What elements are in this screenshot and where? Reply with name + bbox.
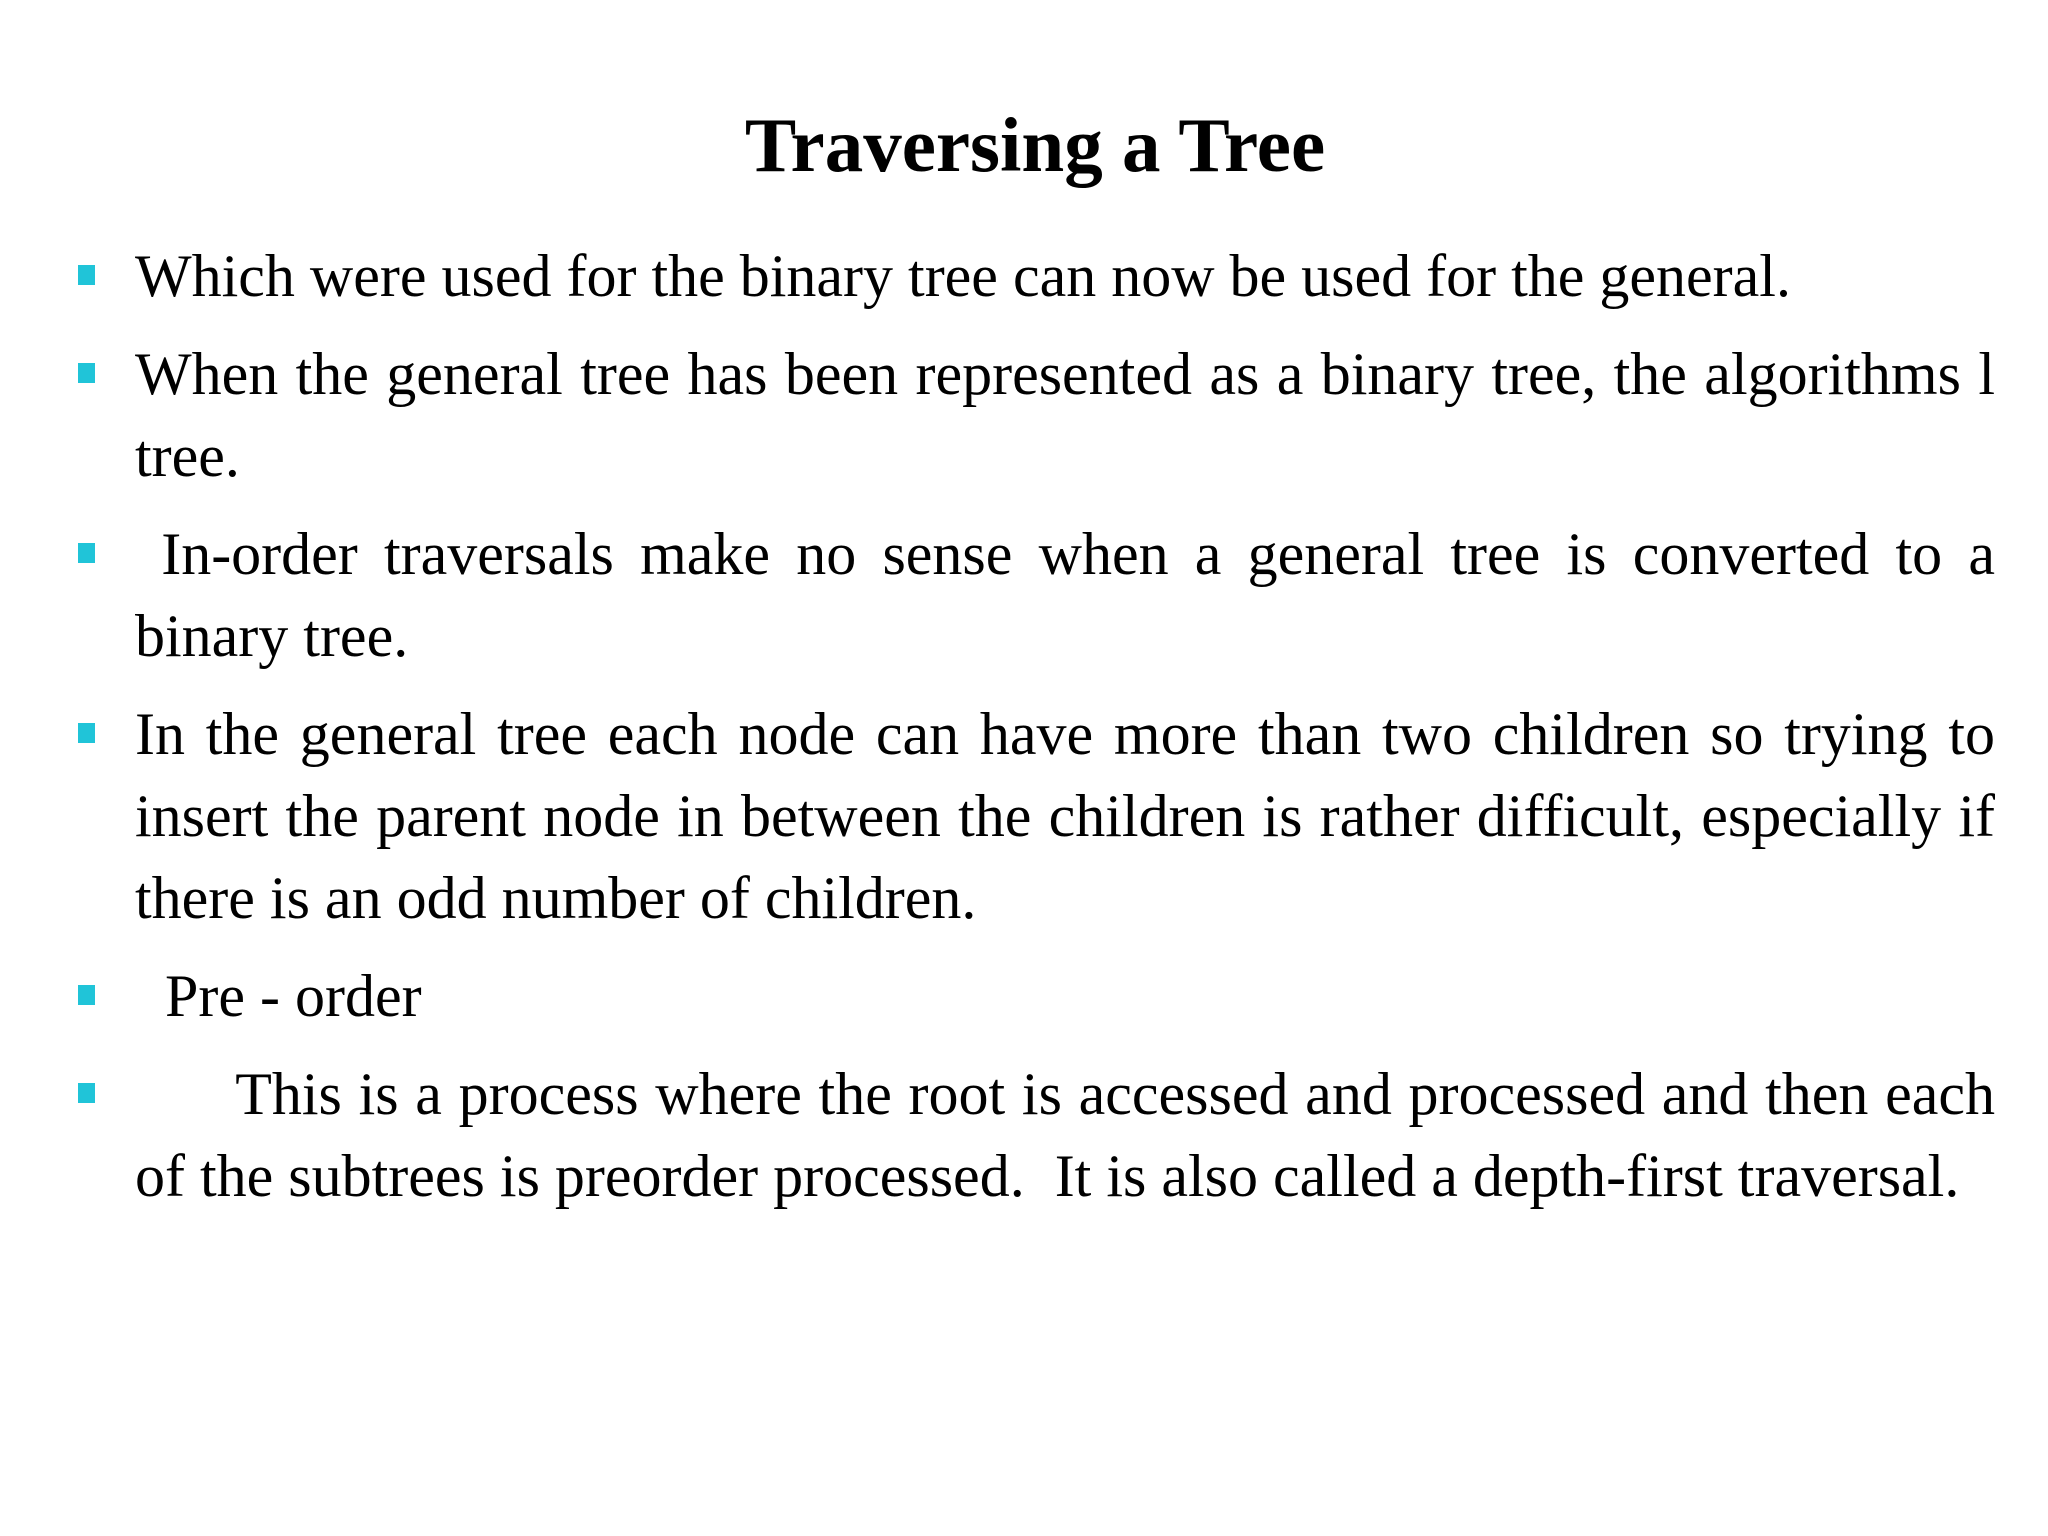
slide-title: Traversing a Tree [744, 102, 1326, 188]
bullet-list [135, 235, 2011, 1233]
bullet-item [135, 235, 1995, 317]
bullet-item [135, 955, 1995, 1037]
bullet-text: In the general tree each node can have more than two children so trying to insert the parent node in between the children is rather difficult, especially if there is an odd number of children. [135, 701, 1995, 931]
bullet-item [135, 333, 1995, 497]
square-bullet-icon [78, 543, 95, 563]
bullet-text: Pre - order [135, 963, 422, 1029]
square-bullet-icon [78, 265, 95, 285]
bullet-text: In-order traversals make no sense when a general tree is converted to a binary tree. [135, 521, 2011, 669]
bullet-text: Which were used for the binary tree can now be used for the general. [135, 243, 1791, 309]
bullet-text: This is a process where the root is accessed and processed and then each of the subtrees is preorder processed. It is also called a depth-first traversal. [135, 1061, 2011, 1209]
square-bullet-icon [78, 363, 95, 383]
bullet-item [135, 513, 2011, 677]
bullet-text: When the general tree has been represented as a binary tree, the algorithms l tree. [135, 341, 1995, 489]
bullet-item [135, 693, 1995, 939]
square-bullet-icon [78, 985, 95, 1005]
square-bullet-icon [78, 723, 95, 743]
bullet-item [135, 1053, 2011, 1217]
square-bullet-icon [78, 1083, 95, 1103]
